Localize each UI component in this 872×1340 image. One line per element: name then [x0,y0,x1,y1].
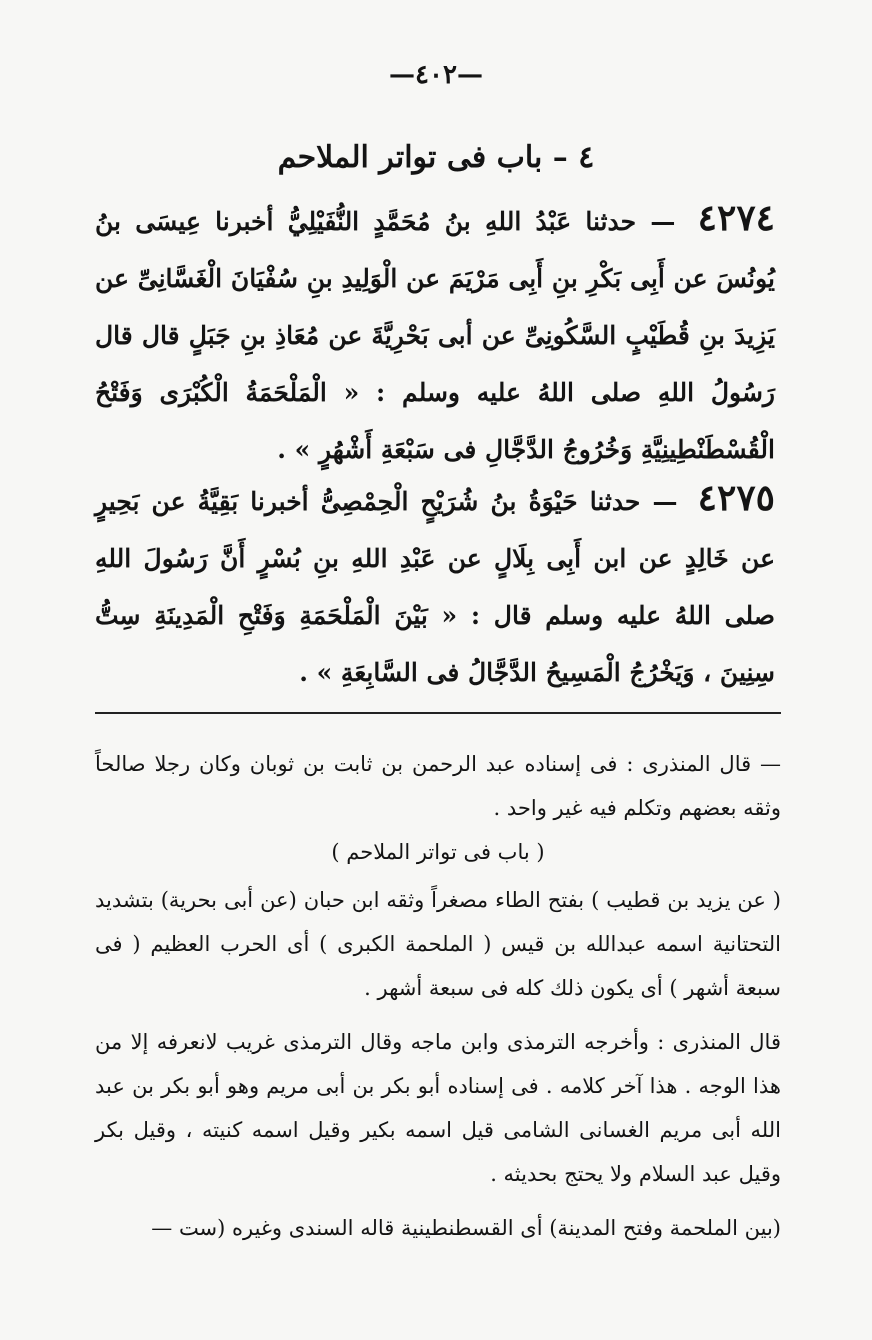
page-number: —٤٠٢— [389,60,483,90]
chapter-title: ٤ – باب فى تواتر الملاحم [277,140,595,175]
hadith-number: ٤٢٧٤ [697,197,775,239]
footnote-commentary-1: ( عن يزيد بن قطيب ) بفتح الطاء مصغراً وثقه ابن حبان (عن أبى بحرية) بتشديد التحتانية اسمه عبدالله بن قيس ( الملحمة الكبرى ) أى الحرب العظيم ( فى سبعة أشهر ) أى يكون ذلك كله فى سبعة أشهر . [95,888,781,1000]
hadith-number: ٤٢٧٥ [697,477,775,519]
footnote-mundhiri-1: — قال المنذرى : فى إسناده عبد الرحمن بن ثابت بن ثوبان وكان رجلا صالحاً وثقه بعضهم وتكلم فيه غير واحد . [95,752,781,820]
hadith-text: — حدثنا حَيْوَةُ بنُ شُرَيْحٍ الْحِمْصِىُّ أخبرنا بَقِيَّةُ عن بَحِيرٍ عن خَالِدٍ عن ابن أَبِى بِلَالٍ عن عَبْدِ اللهِ بنِ بُسْرٍ أَنَّ رَسُولَ اللهِ صلى اللهُ عليه وسلم قال : « بَيْنَ الْمَلْحَمَةِ وَفَتْحِ الْمَدِينَةِ سِتُّ سِنِينَ ، وَيَخْرُجُ الْمَسِيحُ الدَّجَّالُ فى السَّابِعَةِ » . [95,487,775,687]
hadith-4274 [95,190,775,478]
hadith-4275 [95,470,775,701]
footnote-chapter-heading: ( باب فى تواتر الملاحم ) [331,840,545,864]
footnote-commentary-2: (بين الملحمة وفتح المدينة) أى القسطنطينية قاله السندى وغيره (ست — [151,1216,781,1240]
footnote-divider [95,712,781,714]
hadith-text: — حدثنا عَبْدُ اللهِ بنُ مُحَمَّدٍ النُّفَيْلِيُّ أخبرنا عِيسَى بنُ يُونُسَ عن أَبِى بَكْرِ بنِ أَبِى مَرْيَمَ عن الْوَلِيدِ بنِ سُفْيَانَ الْغَسَّانِىِّ عن يَزِيدَ بنِ قُطَيْبٍ السَّكُونِىِّ عن أبى بَحْرِيَّةَ عن مُعَاذِ بنِ جَبَلٍ قال قال رَسُولُ اللهِ صلى اللهُ عليه وسلم : « الْمَلْحَمَةُ الْكُبْرَى وَفَتْحُ الْقُسْطَنْطِينِيَّةِ وَخُرُوجُ الدَّجَّالِ فى سَبْعَةِ أَشْهُرٍ » . [95,207,775,464]
footnote-mundhiri-2: قال المنذرى : وأخرجه الترمذى وابن ماجه وقال الترمذى غريب لانعرفه إلا من هذا الوجه . هذا آخر كلامه . فى إسناده أبو بكر بن أبى مريم وهو أبو بكر بن عبد الله أبى مريم الغسانى الشامى قيل اسمه بكير وقيل اسمه كنيته ، وقيل بكر وقيل عبد السلام ولا يحتج بحديثه . [95,1030,781,1186]
